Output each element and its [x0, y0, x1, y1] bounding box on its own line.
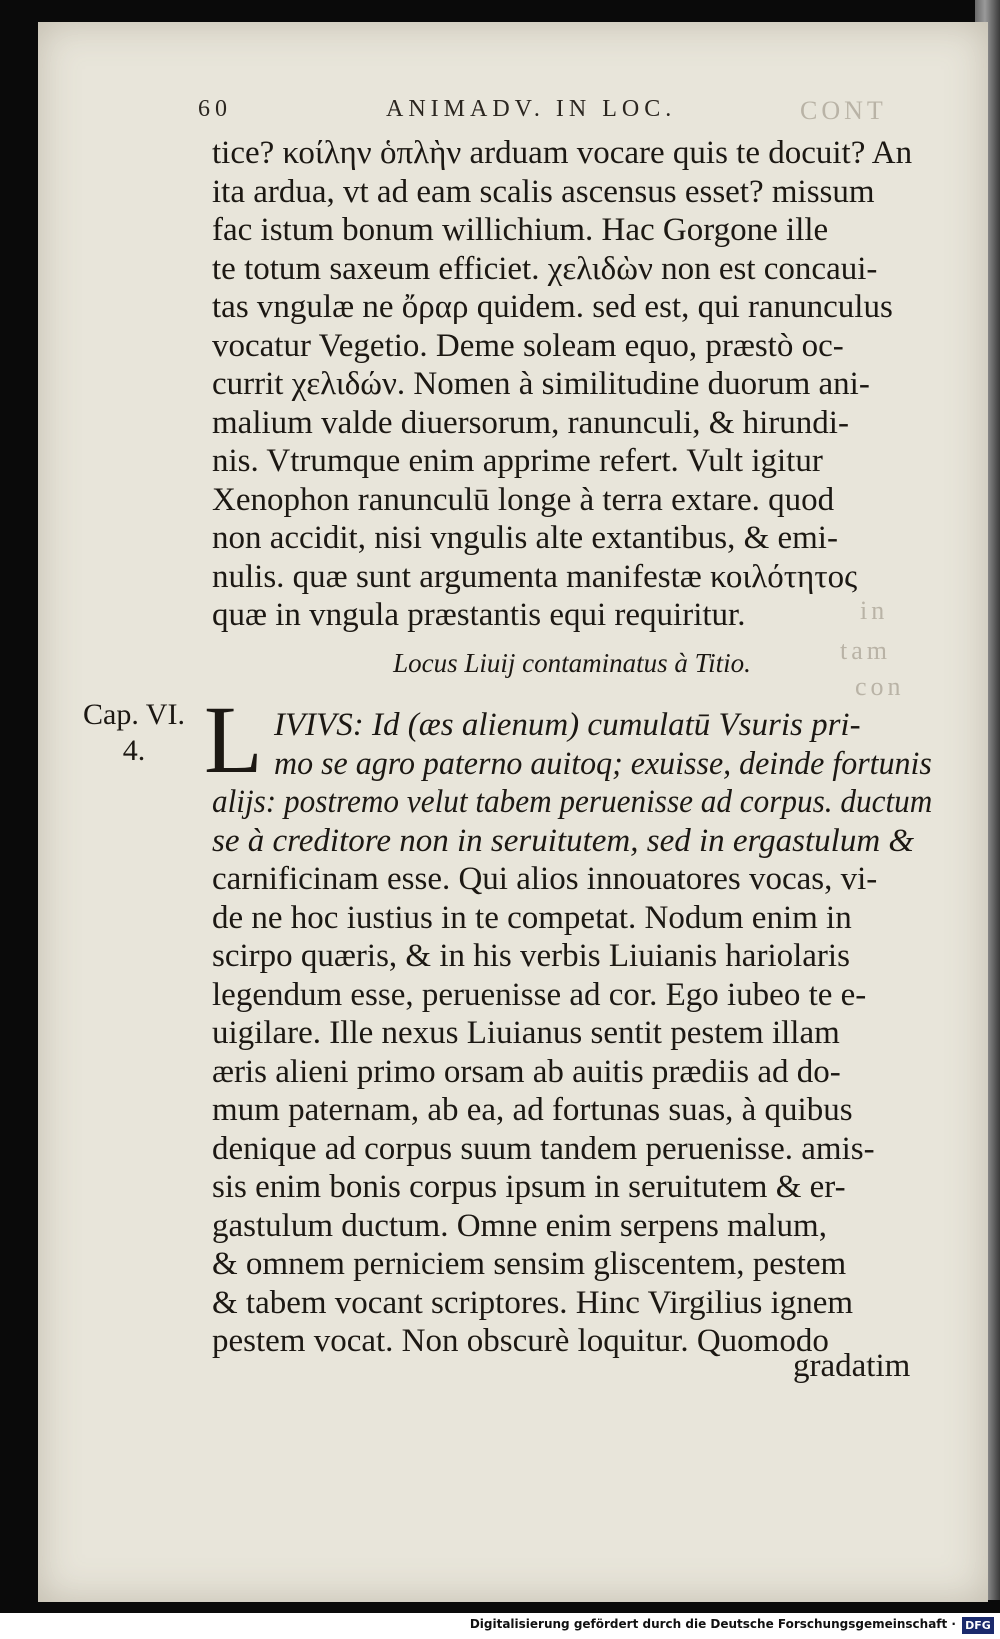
text-line: legendum esse, peruenisse ad cor. Ego iubeo te e-: [212, 976, 867, 1013]
footer-credit: Digitalisierung gefördert durch die Deutsche Forschungsgemeinschaft ·: [469, 1617, 956, 1631]
text-line: & omnem perniciem sensim gliscentem, pestem: [212, 1246, 847, 1282]
running-title: ANIMADV. IN LOC.: [386, 96, 677, 122]
text-line: scirpo quæris, & in his verbis Liuianis hariolaris: [212, 938, 850, 974]
text-line: de ne hoc iustius in te competat. Nodum enim in: [212, 899, 852, 936]
margin-note: [74, 697, 194, 769]
text-line: denique ad corpus suum tandem peruenisse. amis-: [212, 1130, 875, 1167]
catchword: gradatim: [793, 1348, 911, 1384]
bleed-through-line: con: [855, 672, 905, 701]
text-line: te totum saxeum efficiet. χελιδὼν non est concaui-: [212, 250, 878, 287]
text-line: Xenophon ranunculū longe à terra extare. quod: [212, 481, 835, 518]
text-line: alijs: postremo velut tabem peruenisse ad corpus. ductum: [212, 784, 932, 820]
bleed-through-line: in: [860, 596, 889, 625]
paragraph-2: [212, 706, 932, 1361]
text-line: malium valde diuersorum, ranunculi, & hirundi-: [212, 404, 849, 441]
bleed-through-line: tam: [840, 636, 891, 665]
margin-note-chapter: Cap. VI.: [83, 698, 185, 731]
text-line: IVIVS: Id (æs alienum) cumulatū Vsuris pri-: [274, 707, 861, 743]
text-line: non accidit, nisi vngulis alte extantibus, & emi-: [212, 520, 838, 556]
text-line: quæ in vngula præstantis equi requiritur.: [212, 597, 746, 633]
text-line: gastulum ductum. Omne enim serpens malum,: [212, 1207, 827, 1244]
text-line: se à creditore non in seruitutem, sed in ergastulum &: [212, 822, 915, 859]
bleed-through-top: CONT: [800, 96, 887, 125]
digitization-footer: [0, 1613, 1000, 1639]
text-line: sis enim bonis corpus ipsum in seruitutem & er-: [212, 1169, 846, 1205]
text-line: pestem vocat. Non obscurè loquitur. Quomodo: [212, 1323, 829, 1359]
paragraph-1: [212, 134, 932, 635]
margin-note-number: 4.: [122, 734, 146, 767]
text-line: vocatur Vegetio. Deme soleam equo, præstò oc-: [212, 327, 844, 364]
text-line: tas vngulæ ne ὄραρ quidem. sed est, qui ranunculus: [212, 289, 893, 325]
page-number: 60: [198, 96, 232, 122]
text-line: currit χελιδών. Nomen à similitudine duorum ani-: [212, 366, 870, 402]
drop-capital: L: [204, 686, 263, 793]
text-line: carnificinam esse. Qui alios innouatores vocas, vi-: [212, 861, 878, 897]
text-line: & tabem vocant scriptores. Hinc Virgilius ignem: [212, 1284, 854, 1321]
text-line: tice? κοίλην ὁπλὴν arduam vocare quis te docuit? An: [212, 135, 913, 171]
running-head: [198, 96, 918, 126]
text-line: ita ardua, vt ad eam scalis ascensus esset? missum: [212, 173, 875, 210]
text-line: nis. Vtrumque enim apprime refert. Vult igitur: [212, 443, 823, 479]
text-line: uigilare. Ille nexus Liuianus sentit pestem illam: [212, 1015, 840, 1051]
text-line: nulis. quæ sunt argumenta manifestæ κοιλότητος: [212, 558, 858, 595]
text-line: mum paternam, ab ea, ad fortunas suas, à quibus: [212, 1092, 853, 1128]
text-line: mo se agro paterno auitoq; exuisse, deinde fortunis: [274, 745, 932, 782]
section-heading: Locus Liuij contaminatus à Titio.: [393, 648, 751, 678]
dfg-logo: DFG: [962, 1617, 994, 1634]
text-line: fac istum bonum willichium. Hac Gorgone ille: [212, 212, 829, 248]
text-line: æris alieni primo orsam ab auitis prædiis ad do-: [212, 1053, 841, 1090]
